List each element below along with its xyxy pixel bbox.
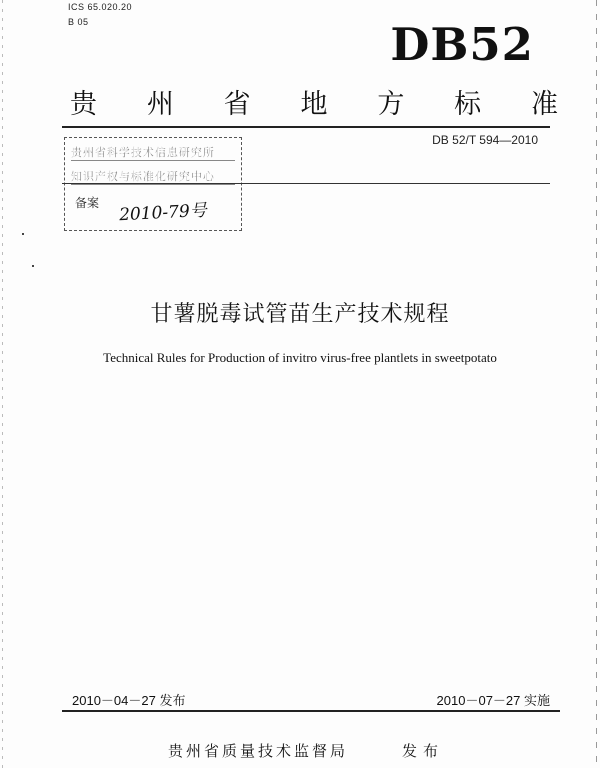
header-divider [62, 126, 550, 128]
issue-date: 2010－04－27 发布 [72, 693, 186, 708]
implementation-date: 2010－07－27 实施 [436, 693, 550, 708]
scan-speck [22, 233, 24, 235]
standard-type-char: 方 [377, 89, 405, 120]
standard-type-char: 地 [300, 89, 328, 120]
stamp-row-2: 知识产权与标准化研究中心 [71, 168, 235, 185]
standard-type-char: 省 [223, 89, 251, 120]
ics-code: ICS 65.020.20 [68, 2, 133, 12]
scan-edge-left [2, 0, 3, 768]
standard-type-char: 州 [146, 89, 174, 120]
stamp-label: 备案 [75, 196, 100, 210]
stamp-handwritten-number: 2010-79号 [118, 200, 208, 226]
issuing-authority: 贵州省质量技术监督局 [168, 742, 349, 760]
document-title-en: Technical Rules for Production of invitro virus-free plantlets in sweetpotato [103, 350, 497, 365]
document-title-cn: 甘薯脱毒试管苗生产技术规程 [150, 302, 450, 327]
stamp-divider [62, 183, 550, 184]
filing-stamp [64, 137, 242, 231]
issue-action: 发布 [402, 742, 445, 760]
scan-edge-right [596, 0, 597, 768]
scan-speck [32, 265, 34, 267]
standard-type [70, 82, 558, 121]
standard-type-char: 标 [454, 89, 482, 120]
footer-divider [62, 710, 560, 712]
stamp-row-1: 贵州省科学技术信息研究所 [71, 144, 235, 161]
standard-number: DB 52/T 594—2010 [432, 133, 538, 147]
standard-type-char: 准 [530, 89, 558, 120]
db-code: DB52 [390, 18, 534, 71]
ccs-code: B 05 [68, 17, 89, 27]
standard-type-char: 贵 [70, 89, 97, 120]
